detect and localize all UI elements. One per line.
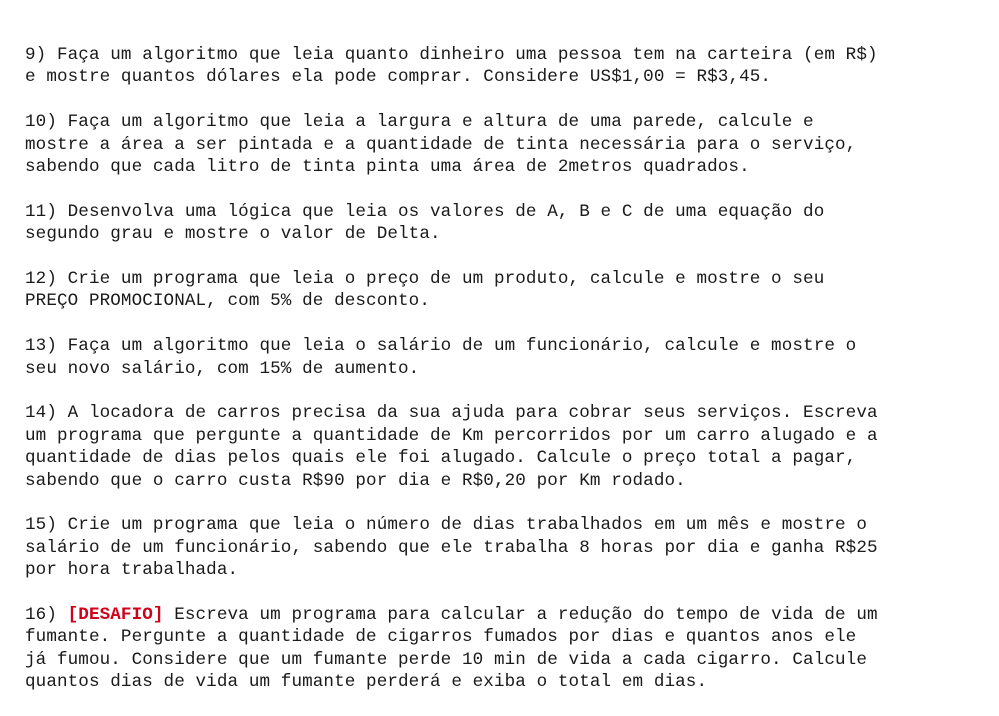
exercise-line: 10) Faça um algoritmo que leia a largura e altura de uma parede, calcule e <box>25 112 814 133</box>
exercise-line: 15) Crie um programa que leia o número de dias trabalhados em um mês e mostre o <box>25 515 867 536</box>
exercise-line: 14) A locadora de carros precisa da sua ajuda para cobrar seus serviços. Escreva <box>25 403 878 424</box>
exercise-line: quantidade de dias pelos quais ele foi alugado. Calcule o preço total a pagar, <box>25 448 857 469</box>
exercise-line: mostre a área a ser pintada e a quantidade de tinta necessária para o serviço, <box>25 134 857 155</box>
exercise-line: 11) Desenvolva uma lógica que leia os valores de A, B e C de uma equação do <box>25 201 825 222</box>
exercise-list <box>25 44 990 716</box>
exercise-line: seu novo salário, com 15% de aumento. <box>25 358 420 379</box>
exercise-line: salário de um funcionário, sabendo que ele trabalha 8 horas por dia e ganha R$25 <box>25 537 878 558</box>
exercise-13 <box>25 335 990 380</box>
exercise-9 <box>25 44 990 89</box>
exercise-line: quantos dias de vida um fumante perderá e exiba o total em dias. <box>25 672 708 693</box>
exercise-line: fumante. Pergunte a quantidade de cigarros fumados por dias e quantos anos ele <box>25 627 857 648</box>
exercise-line: 12) Crie um programa que leia o preço de um produto, calcule e mostre o seu <box>25 269 825 290</box>
exercise-line: PREÇO PROMOCIONAL, com 5% de desconto. <box>25 291 431 312</box>
exercise-15 <box>25 514 990 581</box>
exercise-line: 13) Faça um algoritmo que leia o salário de um funcionário, calcule e mostre o <box>25 336 857 357</box>
challenge-tag: [DESAFIO] <box>67 605 164 626</box>
exercise-14 <box>25 402 990 492</box>
exercise-line <box>25 604 990 626</box>
exercise-line: já fumou. Considere que um fumante perde 10 min de vida a cada cigarro. Calcule <box>25 649 867 670</box>
exercise-line: e mostre quantos dólares ela pode comprar. Considere US$1,00 = R$3,45. <box>25 67 772 88</box>
exercise-line: um programa que pergunte a quantidade de Km percorridos por um carro alugado e a <box>25 425 878 446</box>
exercise-number: 16) <box>25 605 68 626</box>
exercise-10 <box>25 111 990 178</box>
exercise-line: segundo grau e mostre o valor de Delta. <box>25 224 441 245</box>
exercise-line: por hora trabalhada. <box>25 560 239 581</box>
exercise-line: sabendo que o carro custa R$90 por dia e R$0,20 por Km rodado. <box>25 470 686 491</box>
exercise-line: 9) Faça um algoritmo que leia quanto dinheiro uma pessoa tem na carteira (em R$) <box>25 45 878 65</box>
exercise-text: Escreva um programa para calcular a redução do tempo de vida de um <box>163 605 878 626</box>
exercise-11 <box>25 201 990 246</box>
exercise-12 <box>25 268 990 313</box>
exercise-line: sabendo que cada litro de tinta pinta uma área de 2metros quadrados. <box>25 157 750 178</box>
exercise-16-challenge <box>25 604 990 694</box>
